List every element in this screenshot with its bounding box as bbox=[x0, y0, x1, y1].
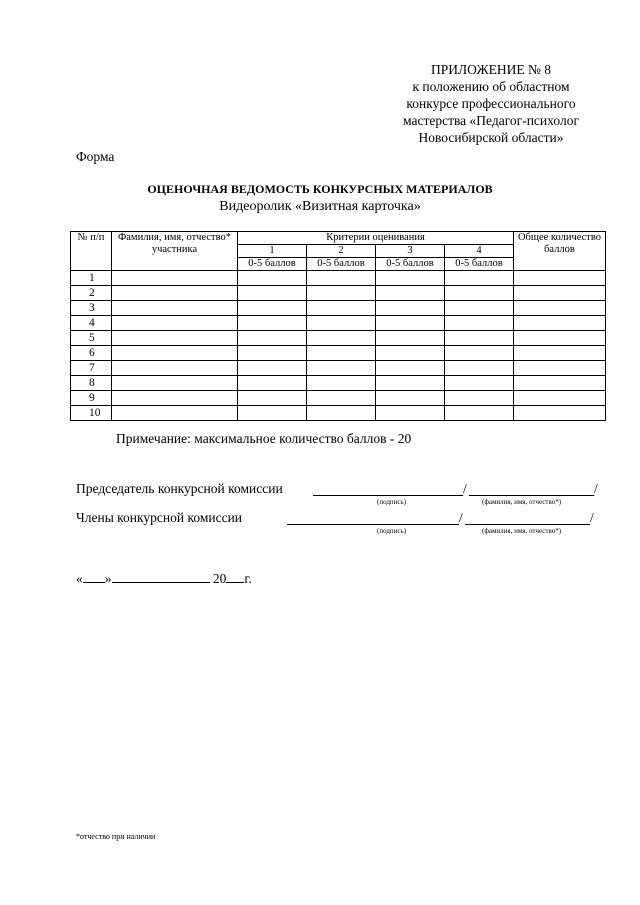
cell-name bbox=[112, 406, 238, 421]
footnote: *отчество при наличии bbox=[76, 832, 156, 841]
cell-score bbox=[445, 286, 514, 301]
row-number: 5 bbox=[71, 331, 112, 346]
cell-total bbox=[514, 316, 606, 331]
cell-score bbox=[376, 316, 445, 331]
cell-score bbox=[238, 376, 307, 391]
cell-score bbox=[238, 361, 307, 376]
cell-score bbox=[307, 376, 376, 391]
header-criterion-3: 3 bbox=[376, 245, 445, 258]
row-number: 9 bbox=[71, 391, 112, 406]
cell-total bbox=[514, 346, 606, 361]
cell-total bbox=[514, 301, 606, 316]
row-number: 4 bbox=[71, 316, 112, 331]
cell-score bbox=[376, 301, 445, 316]
members-signature-line bbox=[287, 524, 459, 525]
table-row bbox=[71, 406, 606, 421]
cell-score bbox=[238, 271, 307, 286]
members-label: Члены конкурсной комиссии bbox=[76, 510, 243, 525]
day-blank bbox=[83, 582, 105, 583]
cell-name bbox=[112, 361, 238, 376]
cell-name bbox=[112, 316, 238, 331]
cell-score bbox=[307, 271, 376, 286]
header-criterion-2: 2 bbox=[307, 245, 376, 258]
appendix-line: к положению об областном bbox=[412, 79, 570, 94]
year-blank bbox=[226, 582, 244, 583]
header-range: 0-5 баллов bbox=[445, 258, 514, 271]
document-subtitle: Видеоролик «Визитная карточка» bbox=[219, 199, 421, 214]
cell-score bbox=[376, 361, 445, 376]
table-row bbox=[71, 301, 606, 316]
table-row bbox=[71, 316, 606, 331]
cell-name bbox=[112, 271, 238, 286]
cell-score bbox=[445, 271, 514, 286]
cell-score bbox=[445, 406, 514, 421]
signature-separator: / bbox=[463, 481, 467, 496]
table-row bbox=[71, 271, 606, 286]
cell-score bbox=[307, 406, 376, 421]
row-number: 7 bbox=[71, 361, 112, 376]
date-open-quote: « bbox=[76, 571, 83, 586]
header-criterion-1: 1 bbox=[238, 245, 307, 258]
cell-score bbox=[376, 271, 445, 286]
table-row bbox=[71, 286, 606, 301]
cell-score bbox=[238, 316, 307, 331]
chairman-name-line bbox=[469, 495, 594, 496]
appendix-line: Новосибирской области» bbox=[418, 130, 564, 145]
cell-score bbox=[376, 376, 445, 391]
cell-score bbox=[307, 346, 376, 361]
cell-score bbox=[307, 391, 376, 406]
header-range: 0-5 баллов bbox=[307, 258, 376, 271]
cell-name bbox=[112, 391, 238, 406]
table-row bbox=[71, 346, 606, 361]
cell-score bbox=[445, 376, 514, 391]
cell-score bbox=[238, 346, 307, 361]
table-row bbox=[71, 361, 606, 376]
header-num: № п/п bbox=[71, 232, 112, 271]
cell-score bbox=[445, 346, 514, 361]
cell-score bbox=[445, 301, 514, 316]
table-row bbox=[71, 391, 606, 406]
row-number: 3 bbox=[71, 301, 112, 316]
note-text: Примечание: максимальное количество баллов - 20 bbox=[116, 431, 412, 446]
date-line bbox=[76, 571, 252, 587]
year-prefix: 20 bbox=[212, 571, 227, 586]
table-row bbox=[71, 331, 606, 346]
header-range: 0-5 баллов bbox=[376, 258, 445, 271]
appendix-line: конкурсе профессионального bbox=[406, 96, 576, 111]
cell-total bbox=[514, 376, 606, 391]
cell-score bbox=[376, 406, 445, 421]
cell-total bbox=[514, 406, 606, 421]
members-signature-caption: (подпись) bbox=[377, 527, 407, 535]
row-number: 6 bbox=[71, 346, 112, 361]
header-total: Общее количество баллов bbox=[514, 232, 606, 271]
cell-total bbox=[514, 286, 606, 301]
table-row bbox=[71, 376, 606, 391]
month-blank bbox=[112, 582, 210, 583]
cell-score bbox=[376, 286, 445, 301]
cell-score bbox=[238, 331, 307, 346]
form-label: Форма bbox=[76, 149, 115, 164]
cell-total bbox=[514, 271, 606, 286]
cell-name bbox=[112, 286, 238, 301]
year-suffix: г. bbox=[244, 571, 252, 586]
evaluation-table bbox=[70, 231, 606, 421]
cell-score bbox=[307, 361, 376, 376]
cell-score bbox=[445, 391, 514, 406]
cell-score bbox=[238, 406, 307, 421]
cell-score bbox=[445, 331, 514, 346]
document-title: ОЦЕНОЧНАЯ ВЕДОМОСТЬ КОНКУРСНЫХ МАТЕРИАЛОВ bbox=[147, 182, 493, 196]
chairman-name-caption: (фамилия, имя, отчество*) bbox=[482, 498, 562, 506]
cell-score bbox=[376, 391, 445, 406]
cell-score bbox=[238, 286, 307, 301]
row-number: 2 bbox=[71, 286, 112, 301]
row-number: 8 bbox=[71, 376, 112, 391]
cell-score bbox=[376, 331, 445, 346]
cell-name bbox=[112, 301, 238, 316]
cell-total bbox=[514, 391, 606, 406]
signature-separator: / bbox=[459, 510, 463, 525]
header-criterion-4: 4 bbox=[445, 245, 514, 258]
chairman-signature-line bbox=[313, 495, 463, 496]
signature-separator: / bbox=[590, 510, 594, 525]
cell-total bbox=[514, 331, 606, 346]
cell-name bbox=[112, 376, 238, 391]
row-number: 10 bbox=[71, 406, 112, 421]
appendix-block bbox=[376, 61, 606, 146]
chairman-label: Председатель конкурсной комиссии bbox=[76, 481, 283, 496]
cell-score bbox=[307, 331, 376, 346]
members-name-caption: (фамилия, имя, отчество*) bbox=[482, 527, 562, 535]
signature-separator: / bbox=[594, 481, 598, 496]
header-criteria: Критерии оценивания bbox=[238, 232, 514, 245]
row-number: 1 bbox=[71, 271, 112, 286]
header-range: 0-5 баллов bbox=[238, 258, 307, 271]
cell-score bbox=[445, 316, 514, 331]
appendix-title: ПРИЛОЖЕНИЕ № 8 bbox=[430, 62, 552, 77]
chairman-signature-caption: (подпись) bbox=[377, 498, 407, 506]
cell-score bbox=[376, 346, 445, 361]
cell-score bbox=[307, 316, 376, 331]
cell-score bbox=[238, 301, 307, 316]
cell-name bbox=[112, 331, 238, 346]
appendix-line: мастерства «Педагог-психолог bbox=[403, 113, 579, 128]
date-close-quote: » bbox=[104, 571, 112, 586]
cell-score bbox=[445, 361, 514, 376]
cell-score bbox=[238, 391, 307, 406]
cell-score bbox=[307, 286, 376, 301]
header-name: Фамилия, имя, отчество* участника bbox=[112, 232, 238, 271]
members-name-line bbox=[465, 524, 590, 525]
cell-name bbox=[112, 346, 238, 361]
cell-total bbox=[514, 361, 606, 376]
cell-score bbox=[307, 301, 376, 316]
